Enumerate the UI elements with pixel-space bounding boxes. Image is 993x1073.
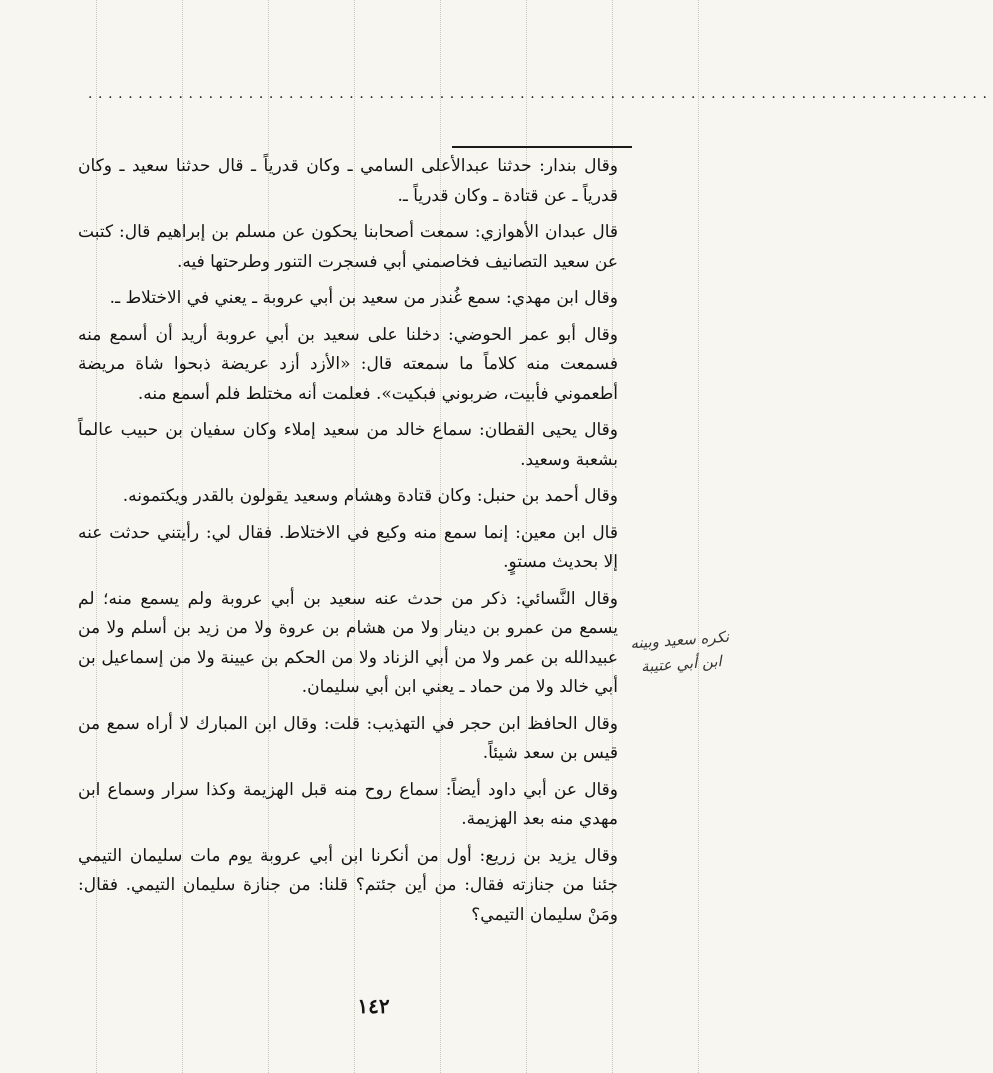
paragraph: وقال ابن مهدي: سمع غُندر من سعيد بن أبي عروبة ـ يعني في الاختلاط ـ. xyxy=(109,288,618,308)
paragraph: وقال الحافظ ابن حجر في التهذيب: قلت: وقال ابن المبارك لا أراه سمع من قيس بن سعد شيئاً. xyxy=(78,713,618,763)
grid-line xyxy=(698,0,699,1073)
paragraph: قال ابن معين: إنما سمع منه وكيع في الاختلاط. فقال لي: رأيتني حدثت عنه إلا بحديث مستوٍ. xyxy=(78,522,618,572)
paragraph: وقال يحيى القطان: سماع خالد من سعيد إملاء وكان سفيان بن حبيب عالماً بشعبة وسعيد. xyxy=(78,420,618,470)
paragraph: وقال أحمد بن حنبل: وكان قتادة وهشام وسعيد يقولون بالقدر ويكتمونه. xyxy=(122,486,618,506)
body-text xyxy=(78,152,618,937)
page-number: ١٤٢ xyxy=(357,994,390,1018)
paragraph: وقال بندار: حدثنا عبدالأعلى السامي ـ وكان قدرياً ـ قال حدثنا سعيد ـ وكان قدرياً ـ عن قتادة ـ وكان قدرياً ـ. xyxy=(78,156,618,206)
handwritten-margin-note: نكره سعيد وبينه ابن أبي عتيبة xyxy=(629,627,730,676)
footnote-rule xyxy=(452,146,632,148)
paragraph: وقال يزيد بن زريع: أول من أنكرنا ابن أبي عروبة يوم مات سليمان التيمي جئنا من جنازته فقال: من أين جئتم؟ قلنا: من جنازة سليمان التيمي. فقال: ومَنْ سليمان التيمي؟ xyxy=(78,845,618,925)
paragraph: وقال أبو عمر الحوضي: دخلنا على سعيد بن أبي عروبة أريد أن أسمع منه فسمعت منه كلاماً ما سمعته قال: «الأزد أزد عريضة ذبحوا شاة مريضة أطعموني فأبيت، ضربوني فبكيت». فعلمت أنه مختلط فلم أسمع منه. xyxy=(78,324,618,404)
paragraph: قال عبدان الأهوازي: سمعت أصحابنا يحكون عن مسلم بن إبراهيم قال: كتبت عن سعيد التصانيف فخاصمني أبي فسجرت التنور وطرحتها فيه. xyxy=(78,222,618,272)
dotted-separator: ·························································································· xyxy=(88,90,993,106)
paragraph: وقال النَّسائي: ذكر من حدث عنه سعيد بن أبي عروبة ولم يسمع منه؛ لم يسمع من عمرو بن دينار ولا من هشام بن عروة ولا من زيد بن أسلم ولا من عبيدالله بن عمر ولا من أبي الزناد ولا من الحكم بن عيينة ولا من إسماعيل بن أبي خالد ولا من حماد ـ يعني ابن أبي سليمان. xyxy=(78,588,618,697)
paragraph: وقال عن أبي داود أيضاً: سماع روح منه قبل الهزيمة وكذا سرار وسماع ابن مهدي منه بعد الهزيمة. xyxy=(78,779,618,829)
